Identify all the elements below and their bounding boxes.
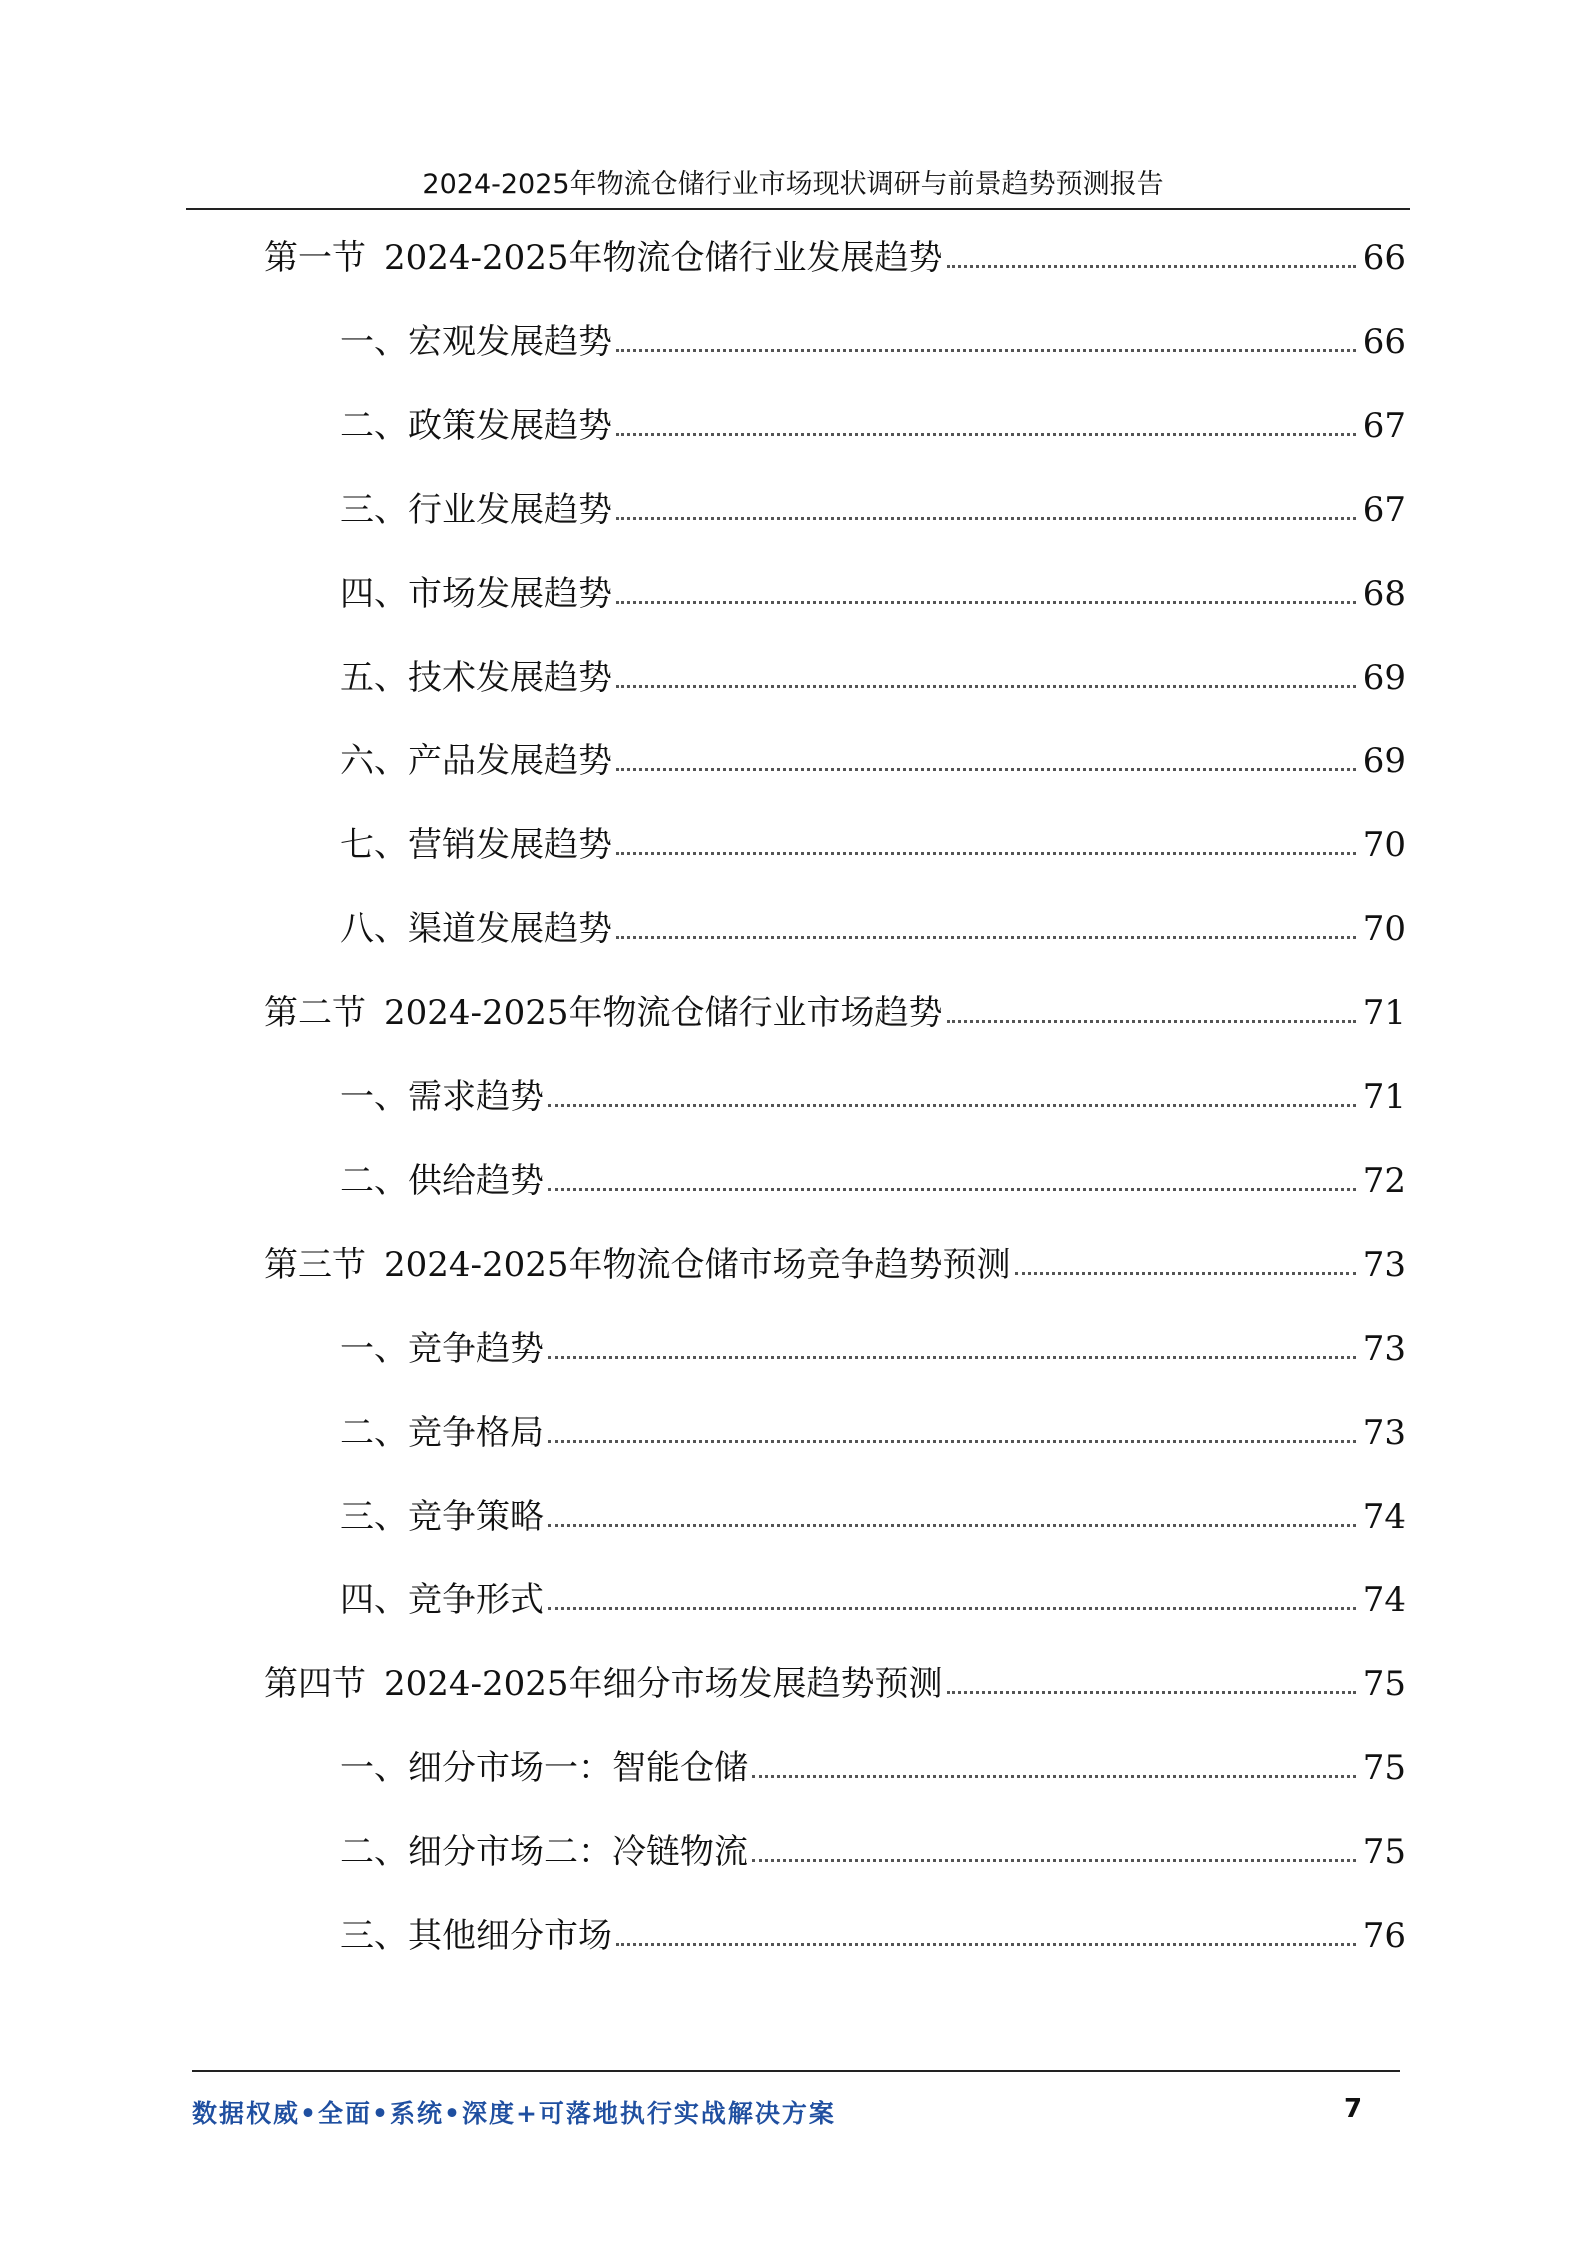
toc-entry-label	[264, 238, 943, 278]
toc-entry-title: 一、宏观发展趋势	[340, 322, 612, 362]
toc-page-number: 74	[1362, 1580, 1406, 1620]
toc-entry-label	[340, 1748, 748, 1788]
toc-subsection-entry[interactable]	[0, 398, 1586, 446]
toc-page-number: 71	[1362, 993, 1406, 1033]
toc-dot-leader	[616, 685, 1356, 688]
toc-entry-label	[340, 741, 612, 781]
toc-dot-leader	[616, 936, 1356, 939]
toc-entry-label	[340, 825, 612, 865]
toc-dot-leader	[616, 517, 1356, 520]
toc-entry-title: 2024-2025年物流仓储行业发展趋势	[384, 238, 943, 278]
toc-section-entry[interactable]	[0, 1237, 1586, 1285]
toc-dot-leader	[1015, 1272, 1356, 1275]
toc-entry-label	[340, 909, 612, 949]
toc-page-number: 72	[1362, 1161, 1406, 1201]
toc-entry-label	[340, 1916, 612, 1956]
toc-entry-label	[340, 1077, 544, 1117]
toc-dot-leader	[947, 265, 1356, 268]
toc-subsection-entry[interactable]	[0, 1572, 1586, 1620]
toc-entry-label	[340, 574, 612, 614]
toc-dot-leader	[752, 1859, 1356, 1862]
toc-subsection-entry[interactable]	[0, 1908, 1586, 1956]
toc-entry-title: 六、产品发展趋势	[340, 741, 612, 781]
toc-section-number: 第二节	[264, 993, 366, 1033]
toc-section-number: 第一节	[264, 238, 366, 278]
toc-page-number: 73	[1362, 1245, 1406, 1285]
toc-dot-leader	[616, 1943, 1356, 1946]
toc-section-number: 第四节	[264, 1664, 366, 1704]
toc-dot-leader	[548, 1104, 1356, 1107]
toc-dot-leader	[548, 1607, 1356, 1610]
toc-subsection-entry[interactable]	[0, 314, 1586, 362]
toc-page-number: 68	[1362, 574, 1406, 614]
toc-entry-label	[340, 1580, 544, 1620]
toc-entry-label	[340, 1161, 544, 1201]
toc-dot-leader	[616, 601, 1356, 604]
toc-entry-label	[340, 1497, 544, 1537]
toc-subsection-entry[interactable]	[0, 1489, 1586, 1537]
toc-page-number: 70	[1362, 909, 1406, 949]
toc-entry-title: 二、细分市场二：冷链物流	[340, 1832, 748, 1872]
toc-page-number: 75	[1362, 1664, 1406, 1704]
toc-entry-label	[340, 406, 612, 446]
toc-entry-title: 七、营销发展趋势	[340, 825, 612, 865]
toc-entry-title: 二、竞争格局	[340, 1413, 544, 1453]
toc-entry-title: 三、竞争策略	[340, 1497, 544, 1537]
toc-subsection-entry[interactable]	[0, 1069, 1586, 1117]
toc-page-number: 76	[1362, 1916, 1406, 1956]
toc-entry-label	[340, 322, 612, 362]
footer-slogan: 数据权威•全面•系统•深度+可落地执行实战解决方案	[192, 2099, 836, 2128]
toc-subsection-entry[interactable]	[0, 901, 1586, 949]
toc-entry-label	[264, 993, 943, 1033]
toc-section-entry[interactable]	[0, 1656, 1586, 1704]
toc-entry-title: 三、其他细分市场	[340, 1916, 612, 1956]
toc-entry-title: 一、竞争趋势	[340, 1329, 544, 1369]
toc-page-number: 71	[1362, 1077, 1406, 1117]
toc-entry-title: 一、细分市场一：智能仓储	[340, 1748, 748, 1788]
toc-entry-label	[264, 1245, 1011, 1285]
toc-page-number: 74	[1362, 1497, 1406, 1537]
toc-dot-leader	[548, 1356, 1356, 1359]
toc-page-number: 66	[1362, 238, 1406, 278]
toc-entry-label	[340, 490, 612, 530]
toc-dot-leader	[548, 1188, 1356, 1191]
toc-subsection-entry[interactable]	[0, 1405, 1586, 1453]
toc-dot-leader	[947, 1020, 1356, 1023]
toc-entry-title: 八、渠道发展趋势	[340, 909, 612, 949]
toc-page-number: 70	[1362, 825, 1406, 865]
toc-entry-title: 四、市场发展趋势	[340, 574, 612, 614]
toc-section-entry[interactable]	[0, 985, 1586, 1033]
toc-subsection-entry[interactable]	[0, 1824, 1586, 1872]
toc-subsection-entry[interactable]	[0, 1153, 1586, 1201]
toc-dot-leader	[548, 1524, 1356, 1527]
toc-subsection-entry[interactable]	[0, 733, 1586, 781]
toc-entry-label	[340, 1832, 748, 1872]
toc-entry-label	[264, 1664, 943, 1704]
toc-entry-title: 2024-2025年细分市场发展趋势预测	[384, 1664, 943, 1704]
toc-entry-title: 二、政策发展趋势	[340, 406, 612, 446]
toc-page-number: 73	[1362, 1329, 1406, 1369]
toc-dot-leader	[548, 1440, 1356, 1443]
toc-page-number: 67	[1362, 406, 1406, 446]
toc-entry-title: 四、竞争形式	[340, 1580, 544, 1620]
toc-dot-leader	[616, 433, 1356, 436]
toc-subsection-entry[interactable]	[0, 566, 1586, 614]
footer-page-number: 7	[1344, 2094, 1363, 2124]
footer-divider	[192, 2070, 1400, 2072]
toc-page-number: 69	[1362, 658, 1406, 698]
toc-entry-title: 二、供给趋势	[340, 1161, 544, 1201]
toc-dot-leader	[947, 1691, 1356, 1694]
toc-dot-leader	[616, 852, 1356, 855]
toc-subsection-entry[interactable]	[0, 1740, 1586, 1788]
toc-entry-title: 五、技术发展趋势	[340, 658, 612, 698]
toc-entry-label	[340, 658, 612, 698]
toc-page-number: 67	[1362, 490, 1406, 530]
page-header-title: 2024-2025年物流仓储行业市场现状调研与前景趋势预测报告	[422, 169, 1164, 200]
toc-entry-title: 2024-2025年物流仓储市场竞争趋势预测	[384, 1245, 1011, 1285]
toc-entry-title: 2024-2025年物流仓储行业市场趋势	[384, 993, 943, 1033]
toc-entry-title: 三、行业发展趋势	[340, 490, 612, 530]
toc-section-entry[interactable]	[0, 230, 1586, 278]
toc-entry-title: 一、需求趋势	[340, 1077, 544, 1117]
toc-subsection-entry[interactable]	[0, 482, 1586, 530]
toc-dot-leader	[616, 349, 1356, 352]
toc-page-number: 75	[1362, 1748, 1406, 1788]
toc-page-number: 69	[1362, 741, 1406, 781]
toc-page-number: 73	[1362, 1413, 1406, 1453]
toc-page-number: 75	[1362, 1832, 1406, 1872]
toc-dot-leader	[616, 768, 1356, 771]
toc-entry-label	[340, 1329, 544, 1369]
toc-subsection-entry[interactable]	[0, 817, 1586, 865]
toc-subsection-entry[interactable]	[0, 1321, 1586, 1369]
toc-entry-label	[340, 1413, 544, 1453]
toc-subsection-entry[interactable]	[0, 650, 1586, 698]
toc-section-number: 第三节	[264, 1245, 366, 1285]
toc-page-number: 66	[1362, 322, 1406, 362]
toc-dot-leader	[752, 1775, 1356, 1778]
